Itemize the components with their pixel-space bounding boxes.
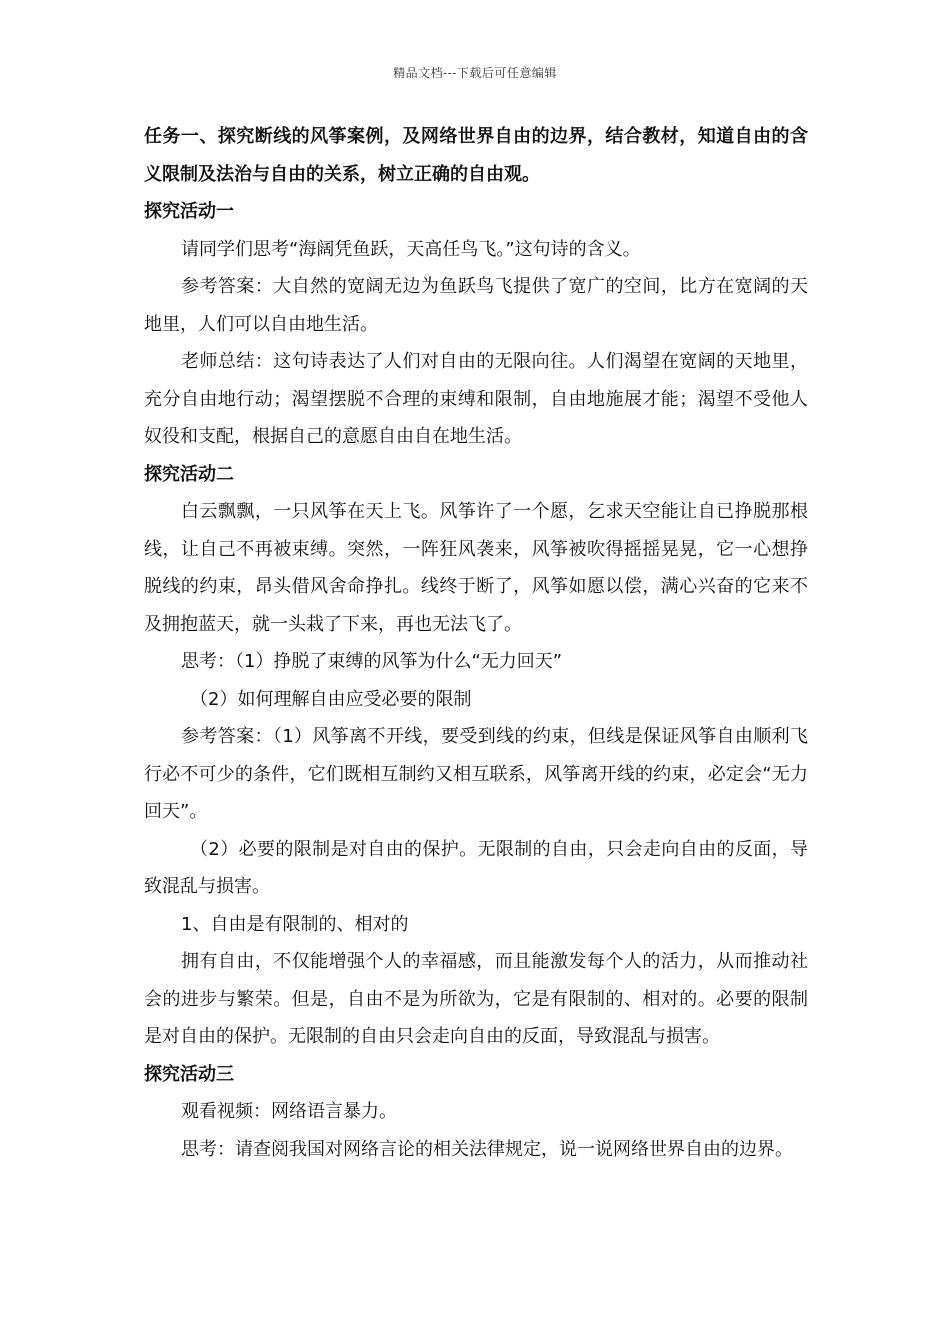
- task-title: 任务一、探究断线的风筝案例，及网络世界自由的边界，结合教材，知道自由的含义限制及法治与自由的关系，树立正确的自由观。: [144, 126, 808, 185]
- activity3-heading: 探究活动三: [144, 1063, 234, 1085]
- activity2-story: 白云飘飘，一只风筝在天上飞。风筝许了一个愿，乞求天空能让自已挣脱那根线，让自己不再被束缚。突然，一阵狂风袭来，风筝被吹得摇摇晃晃，它一心想挣脱线的约束，昂头借风舍命挣扎。线终于断了，风筝如愿以偿，满心兴奋的它来不及拥抱蓝天，就一头栽了下来，再也无法飞了。: [144, 501, 808, 635]
- document-body: [144, 118, 808, 1168]
- activity2-answer1: 参考答案：（1）风筝离不开线，要受到线的约束，但线是保证风筝自由顺利飞行必不可少的条件，它们既相互制约又相互联系，风筝离开线的约束，必定会“无力回天”。: [144, 726, 808, 822]
- activity2-explanation: 拥有自由，不仅能增强个人的幸福感，而且能激发每个人的活力，从而推动社会的进步与繁荣。但是，自由不是为所欲为，它是有限制的、相对的。必要的限制是对自由的保护。无限制的自由只会走向自由的反面，导致混乱与损害。: [144, 951, 808, 1047]
- activity2-point: 1、自由是有限制的、相对的: [181, 913, 409, 935]
- activity2-think2: （2）如何理解自由应受必要的限制: [190, 688, 472, 710]
- activity2-answer2: （2）必要的限制是对自由的保护。无限制的自由，只会走向自由的反面，导致混乱与损害。: [144, 838, 808, 897]
- activity3-video: 观看视频：网络语言暴力。: [181, 1101, 397, 1122]
- activity2-heading: 探究活动二: [144, 463, 234, 485]
- activity1-heading: 探究活动一: [144, 201, 234, 222]
- activity1-answer: 参考答案：大自然的宽阔无边为鱼跃鸟飞提供了宽广的空间，比方在宽阔的天地里，人们可以自由地生活。: [144, 276, 808, 335]
- activity3-think: 思考：请查阅我国对网络言论的相关法律规定，说一说网络世界自由的边界。: [181, 1138, 793, 1160]
- activity1-summary: 老师总结：这句诗表达了人们对自由的无限向往。人们渴望在宽阔的天地里，充分自由地行动；渴望摆脱不合理的束缚和限制，自由地施展才能；渴望不受他人奴役和支配，根据自己的意愿自由自在地生活。: [144, 351, 808, 447]
- activity1-question: 请同学们思考“海阔凭鱼跃，天高任鸟飞。”这句诗的含义。: [181, 238, 641, 260]
- activity2-think1: 思考：（1）挣脱了束缚的风筝为什么“无力回天”: [181, 651, 563, 672]
- page-header: 精品文档---下载后可任意编辑: [393, 66, 557, 80]
